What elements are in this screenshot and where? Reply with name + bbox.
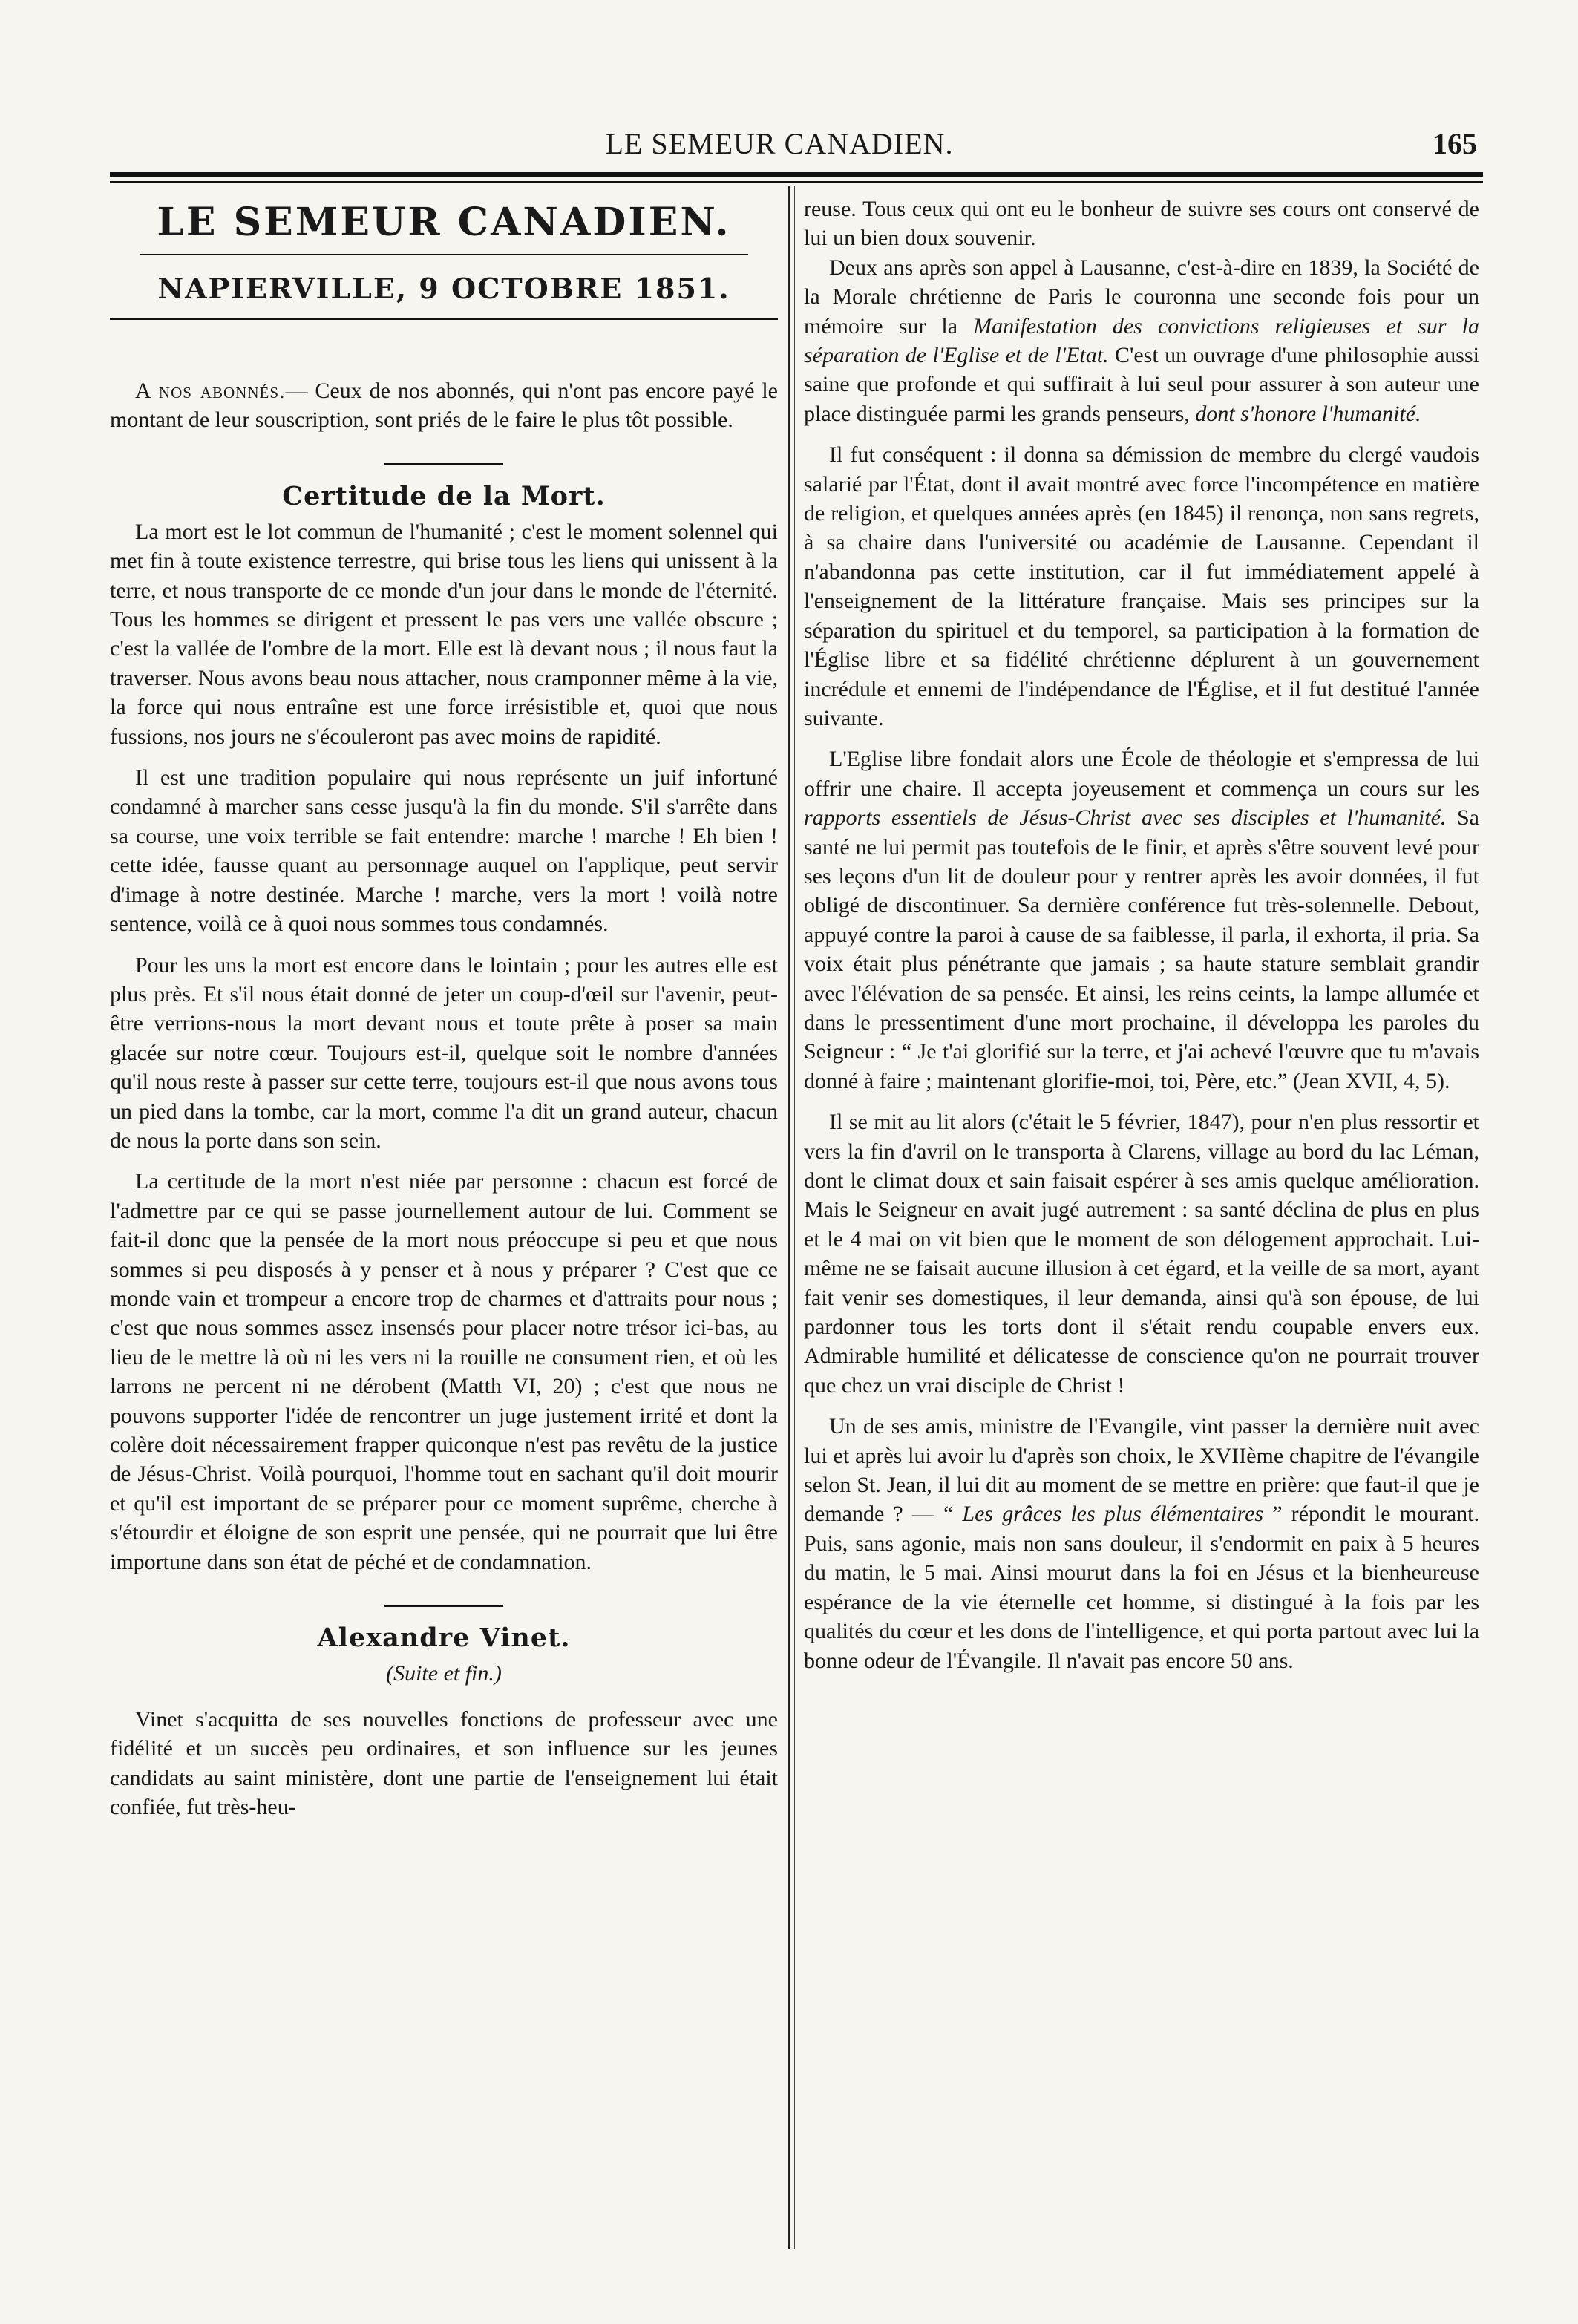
article-heading-certitude: Certitude de la Mort. xyxy=(282,480,606,511)
article-paragraph: Il fut conséquent : il donna sa démission de membre du clergé vaudois salarié par l'État, dont il avait montré avec force l'incompétence en matière de religion, et quelques années après (en 1845) il renonça, non sans regrets, à sa chaire dans l'université ou académie de Lausanne. Cependant il n'abandonna pas cette institution, car il fut immédiatement appelé à l'enseignement de la littérature française. Mais ses principes sur la séparation du spirituel et du temporel, sa participation à la formation de l'Église libre et sa fidélité chrétienne déplurent à un gouvernement incrédule et ennemi de l'indépendance de l'Église, et il fut destitué l'année suivante. xyxy=(804,442,1479,730)
column-divider-thin xyxy=(794,186,795,2249)
article-paragraph: Un de ses amis, ministre de l'Evangile, vint passer la dernière nuit avec lui et après lui avoir lu d'après son choix, le XVIIème chapitre de l'évangile selon St. Jean, il lui dit au moment de se mettre en prière: que faut-il que je demande ? — “ Les grâces les plus élémentaires ” répondit le mourant. Puis, sans agonie, mais non sans douleur, il s'endormit en paix à 5 heures du matin, le 5 mai. Ainsi mourut dans la foi en Jésus et la bienheureuse espérance de la vie éternelle cet homme, si distingué à la fois par les qualités du cœur et les dons de l'intelligence, et qui porta partout avec lui la bonne odeur de l'Évangile. Il n'avait pas encore 50 ans. xyxy=(804,1414,1479,1673)
article-paragraph: Il se mit au lit alors (c'était le 5 février, 1847), pour n'en plus ressortir et vers la fin d'avril on le transporta à Clarens, village au bord du lac Léman, dont le climat doux et sain faisait espérer à ses amis quelque amélioration. Mais le Seigneur en avait jugé autrement : sa santé déclina de plus en plus et le 4 mai on vit bien que le moment de son délogement approchait. Lui-même ne se faisait aucune illusion à cet égard, et la veille de sa mort, ayant fait venir ses domestiques, il leur demanda, ainsi qu'à son épouse, de lui pardonner tous les torts dont il s'était rendu coupable envers eux. Admirable humilité et délicatesse de conscience qu'on ne pourrait trouver que chez un vrai disciple de Christ ! xyxy=(804,1110,1479,1398)
quoted-words: Les grâces les plus élémentaires xyxy=(962,1502,1264,1527)
article-subheading: (Suite et fin.) xyxy=(386,1661,502,1686)
work-title: Manifestation des convictions religieuses et sur la séparation de l'Eglise et de l'Etat. xyxy=(804,313,1479,368)
left-column xyxy=(110,194,778,1822)
article-paragraph: Deux ans après son appel à Lausanne, c'est-à-dire en 1839, la Société de la Morale chrétienne de Paris le couronna une seconde fois pour un mémoire sur la Manifestation des convictions religieuses et sur la séparation de l'Eglise et de l'Etat. C'est un ouvrage d'une philosophie aussi saine que profonde et qui suffirait à lui seul pour assurer à son auteur une place distinguée parmi les grands penseurs, dont s'honore l'humanité. xyxy=(804,255,1479,426)
subscriber-notice xyxy=(110,376,778,435)
notice-text: — Ceux de nos abonnés, qui n'ont pas encore payé le montant de leur souscription, sont priés de le faire le plus tôt possible. xyxy=(110,379,778,433)
section-rule xyxy=(384,1605,503,1607)
masthead-rule xyxy=(140,254,748,255)
article-paragraph: Pour les uns la mort est encore dans le lointain ; pour les autres elle est plus près. Et s'il nous était donné de jeter un coup-d'œil sur l'avenir, peut-être verrions-nous la mort devant nous et toute prête à poser sa main glacée sur notre cœur. Toujours est-il, quelque soit le nombre d'années qu'il nous reste à passer sur cette terre, toujours est-il que nous avons tous un pied dans la tombe, car la mort, comme l'a dit un grand auteur, chacun de nous la porte dans son sein. xyxy=(110,952,778,1153)
running-head xyxy=(0,126,1578,163)
article-paragraph: La certitude de la mort n'est niée par personne : chacun est forcé de l'admettre par ce qui se passe journellement autour de lui. Comment se fait-il donc que la pensée de la mort nous préoccupe si peu et que nous sommes si peu disposés à y penser et à nous y préparer ? C'est que ce monde vain et trompeur a encore trop de charmes et d'attraits pour nous ; c'est que nous sommes assez insensés pour placer notre trésor ici-bas, au lieu de le mettre là où ni les vers ni la rouille ne consument rien, et où les larrons ne percent ni ne dérobent (Matth VI, 20) ; c'est que nous ne pouvons supporter l'idée de rencontrer un juge justement irrité et dont la colère doit nécessairement frapper quiconque n'est pas revêtu de la justice de Jésus-Christ. Voilà pourquoi, l'homme tout en sachant qu'il doit mourir et qu'il est important de se préparer pour ce moment suprême, cherche à s'étourdir et éloigne de son esprit une pensée, qui ne pourrait que lui être importune dans son état de péché et de condamnation. xyxy=(110,1169,778,1574)
notice-label: A nos abonnés. xyxy=(135,379,286,403)
article-paragraph: reuse. Tous ceux qui ont eu le bonheur de suivre ses cours ont conservé de lui un bien doux souvenir. xyxy=(804,197,1479,251)
article-paragraph: L'Eglise libre fondait alors une École de théologie et s'empressa de lui offrir une chaire. Il accepta joyeusement et commença un cours sur les rapports essentiels de Jésus-Christ avec ses disciples et l'humanité. Sa santé ne lui permit pas toutefois de le finir, et après s'être souvent levé pour ses leçons d'un lit de douleur pour y rentrer après les avoir données, il fut obligé de discontinuer. Sa dernière conférence fut très-solennelle. Debout, appuyé contre la paroi à cause de sa faiblesse, il parla, il exhorta, il pria. Sa voix était plus pénétrante que jamais ; sa haute stature semblait grandir avec l'élévation de sa pensée. Et ainsi, les reins ceints, la lampe allumée et dans le pressentiment d'une mort prochaine, il développa les paroles du Seigneur : “ Je t'ai glorifié sur la terre, et j'ai achevé l'œuvre que tu m'avais donné à faire ; maintenant glorifie-moi, toi, Père, etc.” (Jean XVII, 4, 5). xyxy=(804,747,1479,1093)
masthead: LE SEMEUR CANADIEN. xyxy=(157,200,731,245)
header-rule-thin xyxy=(110,181,1483,183)
page-number: 165 xyxy=(1433,127,1477,160)
dateline-rule xyxy=(110,318,778,320)
work-title-end: dont s'honore l'humanité. xyxy=(1195,401,1421,426)
article-paragraph: La mort est le lot commun de l'humanité ; c'est le moment solennel qui met fin à toute existence terrestre, qui brise tous les liens qui unissent à la terre, et nous transporte de ce monde d'un jour dans le monde de l'éternité. Tous les hommes se dirigent et pressent le pas vers une vallée obscure ; c'est la vallée de l'ombre de la mort. Elle est là devant nous ; il nous faut la traverser. Nous avons beau nous attacher, nous cramponner même à la vie, la force qui nous entraîne est une force irrésistible et, quoi que nous fussions, nos jours ne s'écouleront pas avec moins de rapidité. xyxy=(110,519,778,749)
article-paragraph: Il est une tradition populaire qui nous représente un juif infortuné condamné à marcher sans cesse jusqu'à la fin du monde. S'il s'arrête dans sa course, une voix terrible se fait entendre: marche ! marche ! Eh bien ! cette idée, fausse quant au personnage auquel on l'applique, peut servir d'image à notre destinée. Marche ! marche, vers la mort ! voilà notre sentence, voilà ce à quoi nous sommes tous condamnés. xyxy=(110,765,778,937)
article-paragraph: Vinet s'acquitta de ses nouvelles fonctions de professeur avec une fidélité et un succès peu ordinaires, et son influence sur les jeunes candidats au saint ministère, dont une partie de l'enseignement lui était confiée, fut très-heu- xyxy=(110,1707,778,1820)
running-title: LE SEMEUR CANADIEN. xyxy=(605,127,954,160)
header-rule-thick xyxy=(110,172,1483,177)
right-column xyxy=(804,194,1479,1675)
section-rule xyxy=(384,463,503,465)
course-title: rapports essentiels de Jésus-Christ avec ses disciples et l'humanité. xyxy=(804,805,1447,831)
column-divider xyxy=(788,186,790,2249)
dateline: NAPIERVILLE, 9 OCTOBRE 1851. xyxy=(157,272,730,305)
article-heading-vinet: Alexandre Vinet. xyxy=(317,1623,571,1654)
